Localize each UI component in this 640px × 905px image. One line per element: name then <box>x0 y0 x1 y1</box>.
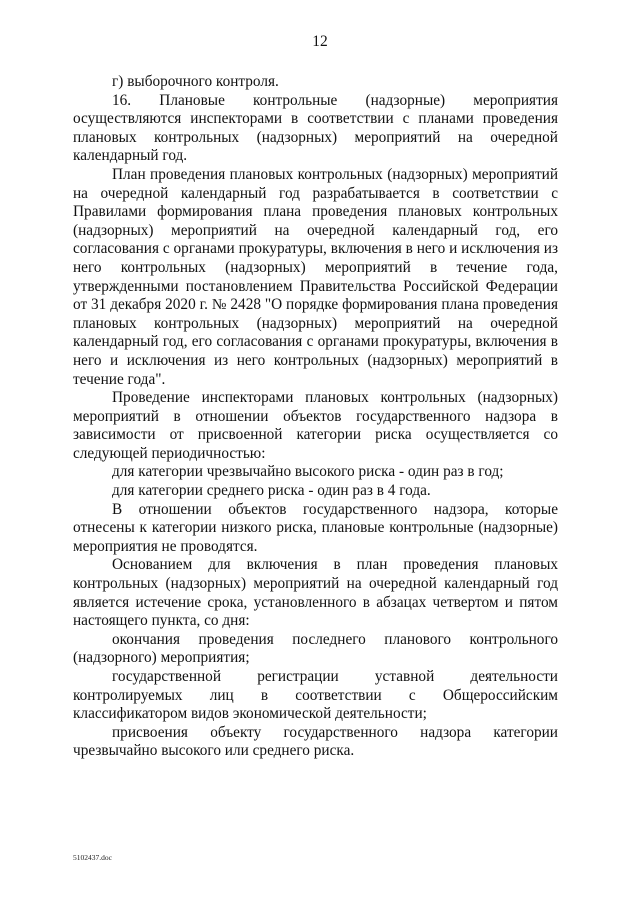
page-number: 12 <box>312 33 328 50</box>
paragraph: присвоения объекту государственного надзора категории чрезвычайно высокого или среднего риска. <box>73 723 558 760</box>
paragraph: для категории среднего риска - один раз в 4 года. <box>112 482 431 500</box>
paragraph: Проведение инспекторами плановых контрольных (надзорных) мероприятий в отношении объектов государственного надзора в зависимости от присвоенной категории риска осуществляется со следующей периодичностью: <box>73 389 558 462</box>
paragraph: План проведения плановых контрольных (надзорных) мероприятий на очередной календарный год разрабатывается в соответствии с Правилами формирования плана проведения плановых контрольных (надзорных) мероприятий на очередной календарный год, его согласования с органами прокуратуры, включения в него и исключения из него контрольных (надзорных) мероприятий в течение года, утвержденными постановлением Правительства Российской Федерации от 31 декабря 2020 г. № 2428 "О порядке формирования плана проведения плановых контрольных (надзорных) мероприятий на очередной календарный год, его согласования с органами прокуратуры, включения в него и исключения из него контрольных (надзорных) мероприятий в течение года". <box>73 165 558 388</box>
paragraph: 16. Плановые контрольные (надзорные) мероприятия осуществляются инспекторами в соответствии с планами проведения плановых контрольных (надзорных) мероприятий на очередной календарный год. <box>73 91 558 165</box>
paragraph: государственной регистрации уставной деятельности контролируемых лиц в соответствии с Общероссийским классификатором видов экономической деятельности; <box>73 668 558 723</box>
paragraph: В отношении объектов государственного надзора, которые отнесены к категории низкого риска, плановые контрольные (надзорные) мероприятия не проводятся. <box>73 500 558 555</box>
paragraph: Основанием для включения в план проведения плановых контрольных (надзорных) мероприятий на очередной календарный год является истечение срока, установленного в абзацах четвертом и пятом настоящего пункта, со дня: <box>73 556 558 630</box>
paragraph: окончания проведения последнего планового контрольного (надзорного) мероприятия; <box>73 630 558 667</box>
footer-file-name: 5102437.doc <box>73 853 112 862</box>
document-body <box>73 73 558 761</box>
paragraph: г) выборочного контроля. <box>112 73 279 90</box>
paragraph: для категории чрезвычайно высокого риска - один раз в год; <box>112 463 504 481</box>
